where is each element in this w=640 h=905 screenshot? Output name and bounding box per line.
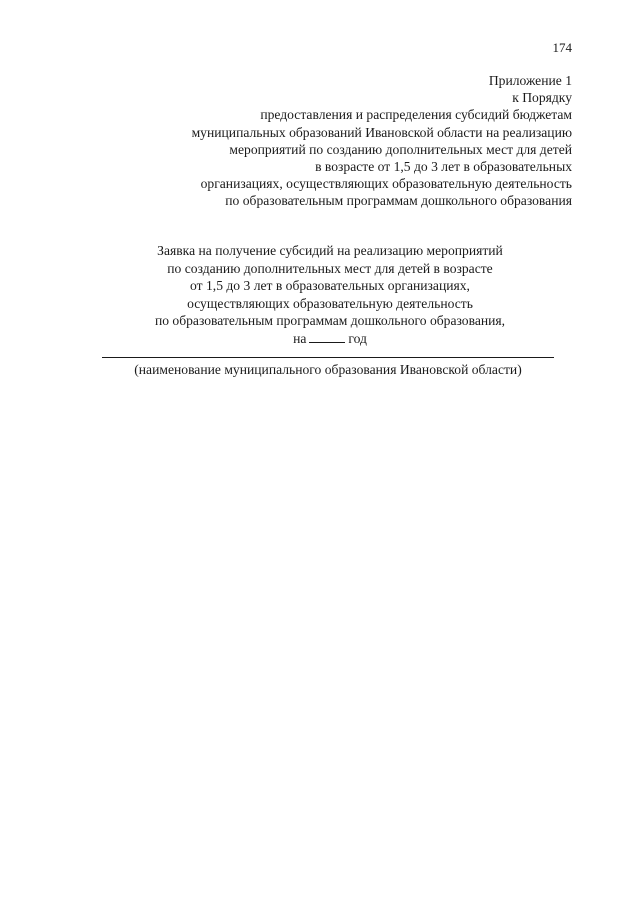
appendix-line: организациях, осуществляющих образовательную деятельность bbox=[200, 176, 572, 192]
appendix-line: Приложение 1 bbox=[488, 73, 572, 88]
year-suffix: год bbox=[348, 330, 367, 346]
title-line: Заявка на получение субсидий на реализацию мероприятий bbox=[157, 243, 503, 258]
page-number: 174 bbox=[552, 40, 572, 55]
title-line: осуществляющих образовательную деятельность bbox=[187, 295, 473, 311]
appendix-header bbox=[102, 72, 572, 210]
municipality-name-blank-line[interactable] bbox=[102, 357, 554, 358]
title-line: по образовательным программам дошкольного образования, bbox=[154, 313, 506, 329]
title-line: по созданию дополнительных мест для детей в возрасте bbox=[167, 260, 493, 276]
title-line: от 1,5 до 3 лет в образовательных организациях, bbox=[190, 278, 470, 294]
appendix-line: в возрасте от 1,5 до 3 лет в образовательных bbox=[315, 159, 572, 175]
appendix-line: к Порядку bbox=[512, 90, 572, 106]
appendix-line: муниципальных образований Ивановской области на реализацию bbox=[191, 124, 572, 140]
document-title bbox=[100, 242, 560, 348]
appendix-line: по образовательным программам дошкольного образования bbox=[225, 193, 572, 209]
year-prefix: на bbox=[293, 330, 307, 346]
appendix-line: предоставления и распределения субсидий бюджетам bbox=[260, 107, 572, 123]
year-blank-field[interactable] bbox=[309, 331, 345, 343]
municipality-caption: (наименование муниципального образования Ивановской области) bbox=[134, 362, 522, 377]
title-year-line bbox=[100, 330, 560, 348]
appendix-line: мероприятий по созданию дополнительных мест для детей bbox=[229, 141, 572, 157]
